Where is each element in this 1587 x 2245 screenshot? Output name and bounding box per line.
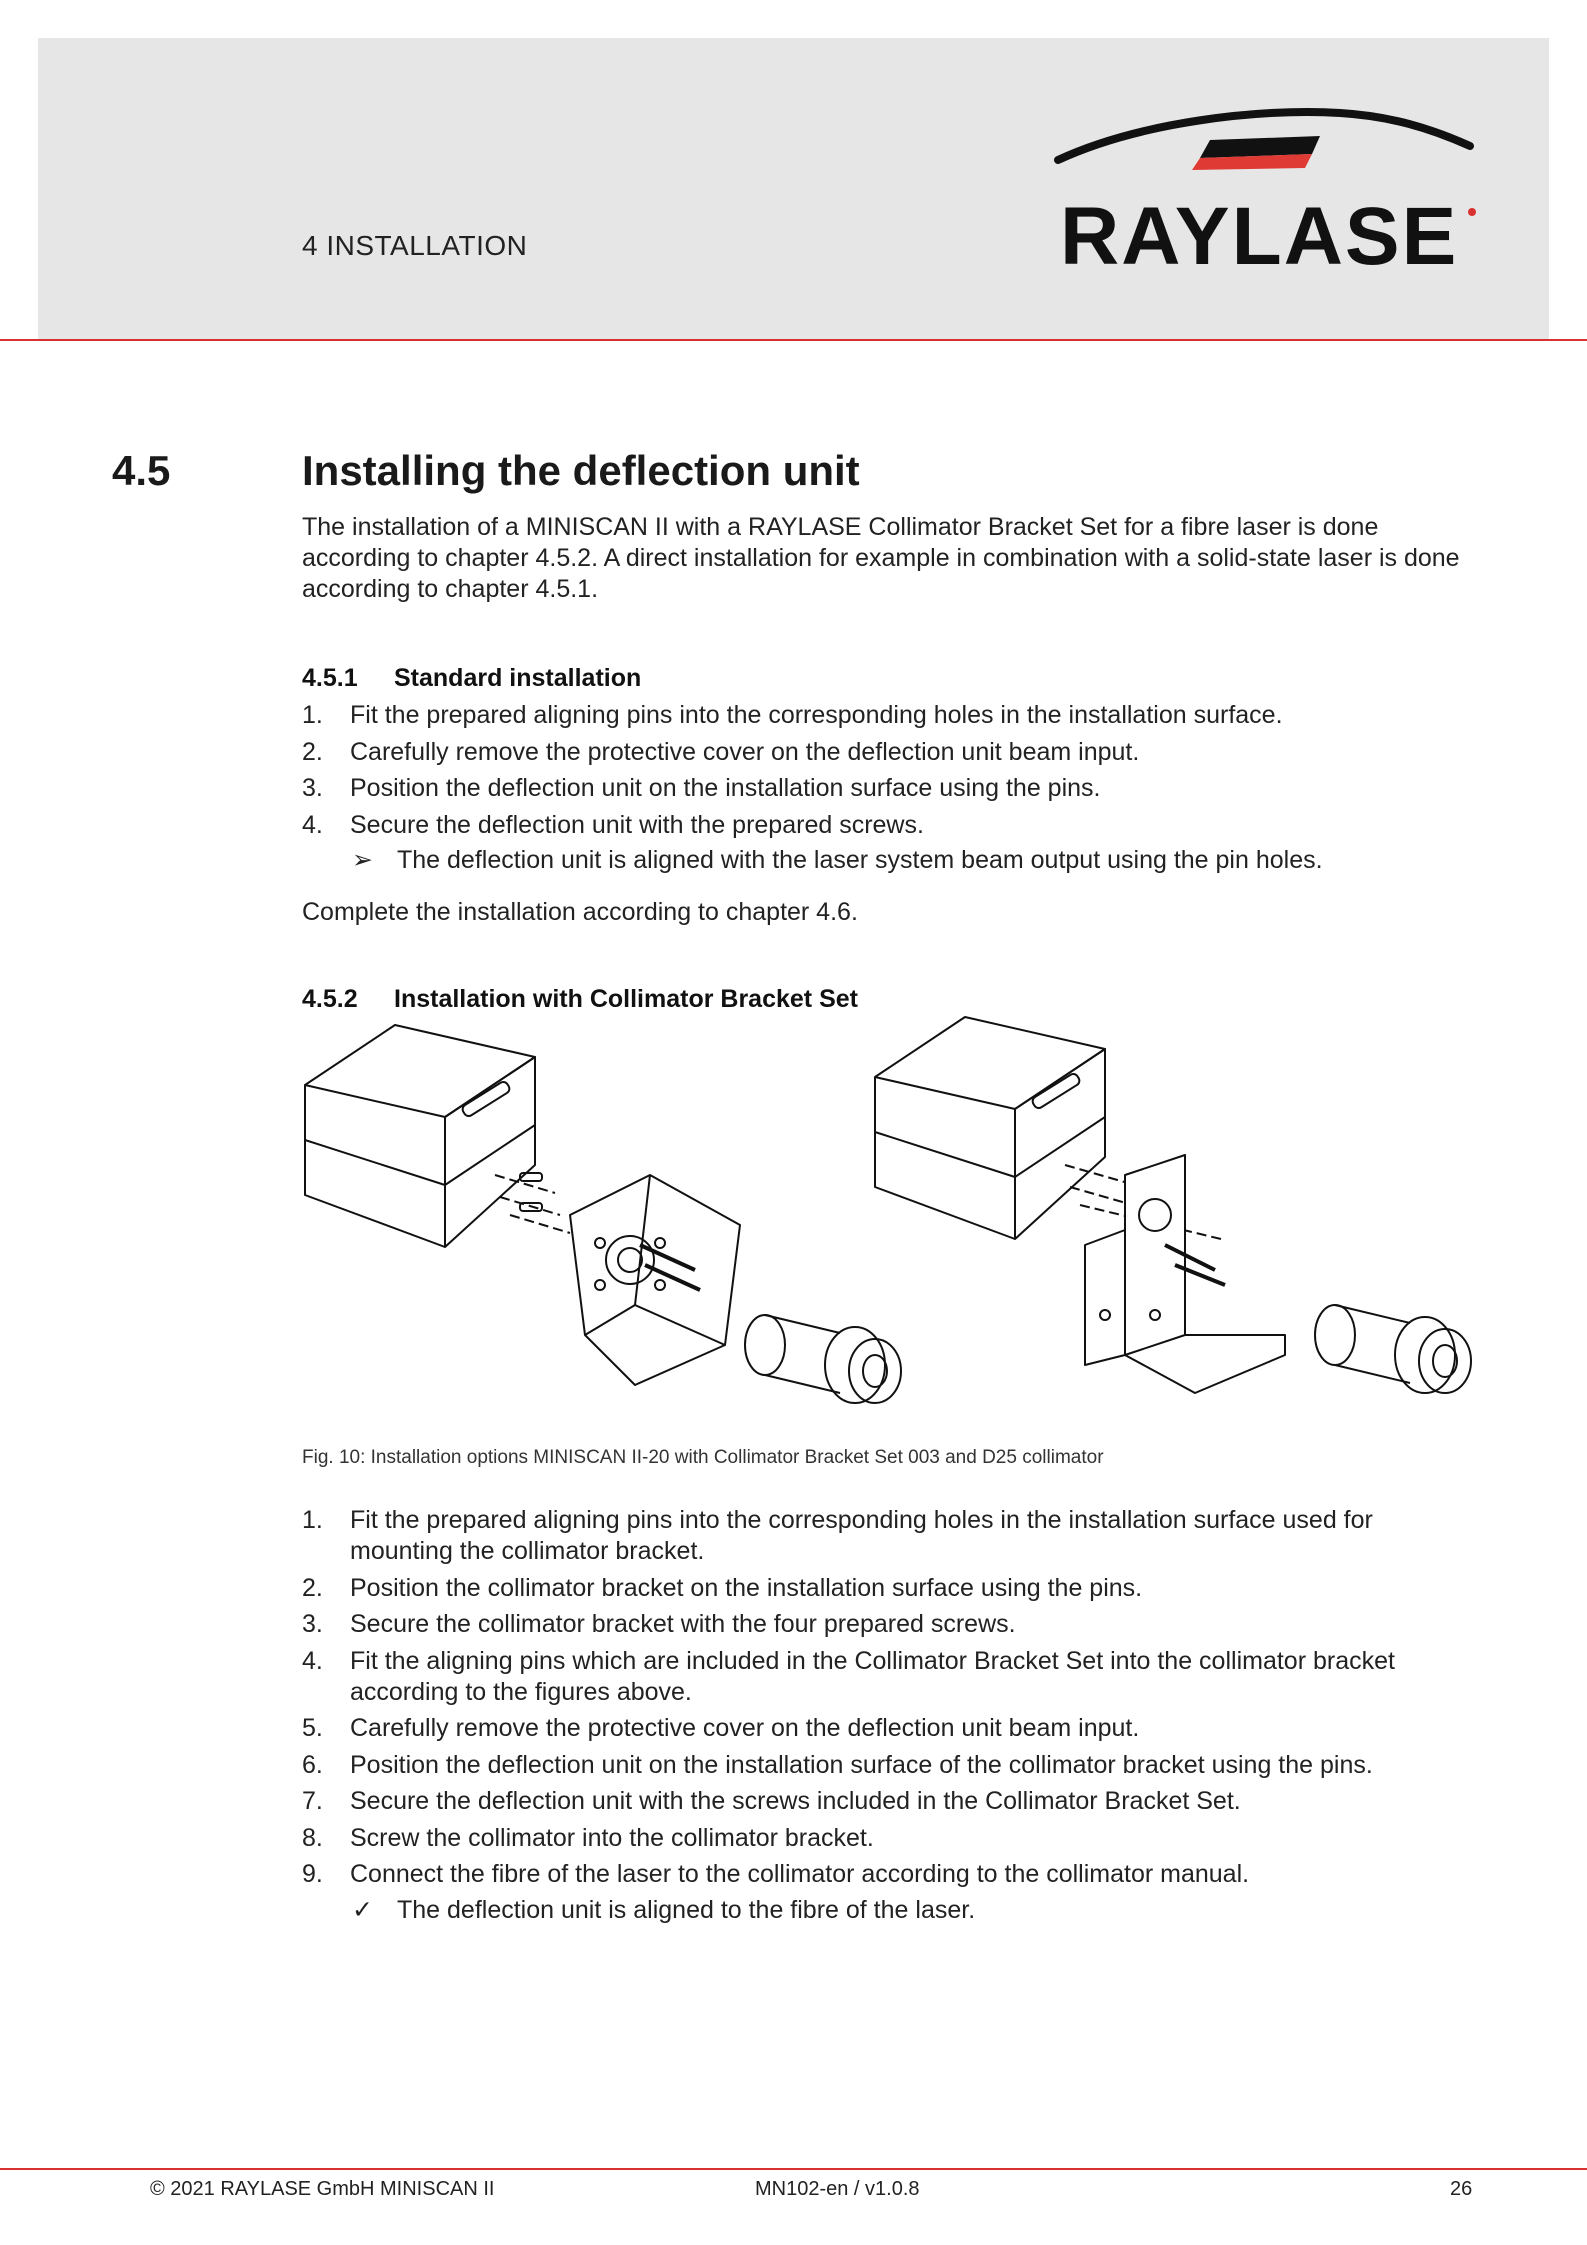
bracket-steps-list	[302, 1505, 1462, 1896]
section-intro: The installation of a MINISCAN II with a RAYLASE Collimator Bracket Set for a fibre laser is done according to chapter 4.5.2. A direct installation for example in combination with a solid-state laser is done according to chapter 4.5.1.	[302, 513, 1460, 603]
header-divider	[0, 339, 1587, 341]
subsection-title: Installation with Collimator Bracket Set	[394, 985, 858, 1013]
logo-text: RAYLASE	[1060, 191, 1459, 278]
footer-doc-version: MN102-en / v1.0.8	[755, 2178, 920, 2200]
result-text: The deflection unit is aligned to the fibre of the laser.	[397, 1896, 976, 1924]
deflection-unit-drawing	[875, 1017, 1105, 1239]
list-item: 3. Secure the collimator bracket with the four prepared screws.	[302, 1610, 1016, 1638]
raylase-logo	[1050, 108, 1480, 278]
installation-figure	[295, 1015, 1485, 1435]
deflection-unit-drawing	[305, 1025, 535, 1247]
list-item: 9. Connect the fibre of the laser to the collimator according to the collimator manual.	[302, 1860, 1250, 1888]
section-title: Installing the deflection unit	[302, 447, 860, 494]
list-item: 8. Screw the collimator into the collimator bracket.	[302, 1823, 874, 1852]
list-item: 6. Position the deflection unit on the installation surface of the collimator bracket using the pins.	[302, 1750, 1373, 1779]
result-line	[352, 1895, 975, 1925]
subsection-title: Standard installation	[394, 664, 642, 692]
arrow-bullet-icon: ➢	[352, 846, 373, 874]
collimator-bracket-drawing	[1085, 1155, 1285, 1393]
collimator-drawing	[745, 1315, 901, 1403]
figure-caption: Fig. 10: Installation options MINISCAN II-20 with Collimator Bracket Set 003 and D25 collimator	[302, 1447, 1104, 1468]
footer-divider	[0, 2168, 1587, 2170]
list-item: 1. Fit the prepared aligning pins into the corresponding holes in the installation surface used for mounting the collimator bracket.	[302, 1506, 1373, 1565]
result-text: The deflection unit is aligned with the laser system beam output using the pin holes.	[397, 846, 1323, 874]
subsection-number: 4.5.2	[302, 985, 358, 1013]
list-item: 4. Fit the aligning pins which are included in the Collimator Bracket Set into the collimator bracket according to the figures above.	[302, 1646, 1395, 1706]
collimator-drawing	[1315, 1305, 1471, 1393]
result-line	[352, 845, 1323, 875]
closing-text: Complete the installation according to chapter 4.6.	[302, 898, 858, 926]
checkmark-icon: ✓	[352, 1896, 373, 1924]
chapter-label: 4 INSTALLATION	[302, 230, 528, 261]
list-item: 2. Carefully remove the protective cover on the deflection unit beam input.	[302, 737, 1140, 766]
list-item: 1. Fit the prepared aligning pins into the corresponding holes in the installation surface.	[302, 701, 1283, 729]
subsection-number: 4.5.1	[302, 664, 358, 692]
list-item: 5. Carefully remove the protective cover on the deflection unit beam input.	[302, 1714, 1140, 1742]
aligning-pins-drawing	[495, 1173, 570, 1233]
list-item: 7. Secure the deflection unit with the screws included in the Collimator Bracket Set.	[302, 1787, 1241, 1815]
standard-steps-list	[302, 700, 1462, 846]
footer-page-number: 26	[1450, 2178, 1473, 2200]
list-item: 2. Position the collimator bracket on the installation surface using the pins.	[302, 1573, 1143, 1602]
list-item: 4. Secure the deflection unit with the prepared screws.	[302, 810, 924, 839]
list-item: 3. Position the deflection unit on the installation surface using the pins.	[302, 774, 1101, 802]
footer-copyright: © 2021 RAYLASE GmbH MINISCAN II	[150, 2178, 495, 2200]
collimator-bracket-drawing	[570, 1175, 740, 1385]
section-number: 4.5	[112, 447, 171, 494]
subsection-heading-bracket	[302, 985, 858, 1014]
subsection-heading-standard	[302, 664, 641, 693]
